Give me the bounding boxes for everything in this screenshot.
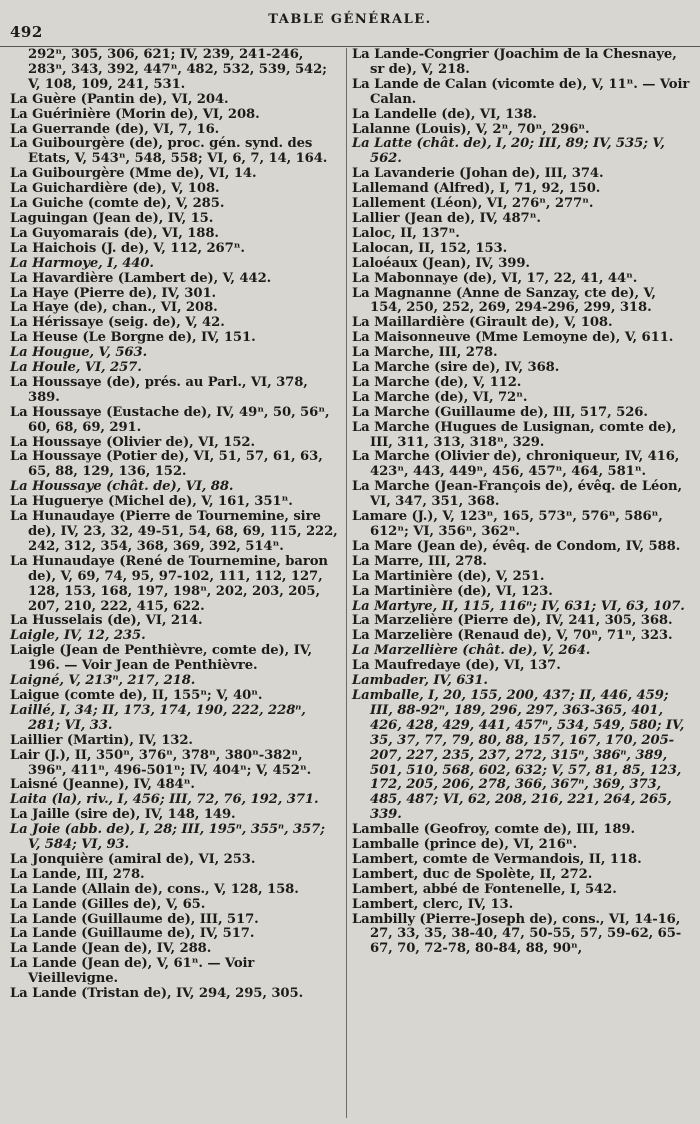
index-entry: La Houssaye (Potier de), VI, 51, 57, 61, 63, 65, 88, 129, 136, 152. bbox=[10, 449, 323, 480]
index-entry: La Marzelière (Pierre de), IV, 241, 305, 368. bbox=[352, 613, 673, 629]
index-entry: La Marche (Olivier de), chroniqueur, IV, 416, 423ⁿ, 443, 449ⁿ, 456, 457ⁿ, 464, 581ⁿ. bbox=[352, 449, 680, 480]
index-entry: Lamballe, I, 20, 155, 200, 437; II, 446, 459; III, 88-92ⁿ, 189, 296, 297, 363-365, 401, 426, 428, 429, 441, 457ⁿ, 534, 549, 580; IV, 35, 37, 77, 79, 80, 88, 157, 167, 170, 205-207, 227, 235, 237, 272, 315ⁿ, 386ⁿ, 389, 501, 510, 568, 602, 632; V, 57, 81, 85, 123, 172, 205, 206, 278, 366, 367ⁿ, 369, 373, 485, 487; VI, 62, 208, 216, 221, 264, 265, 339. bbox=[352, 687, 685, 823]
index-entry: Laisné (Jeanne), IV, 484ⁿ. bbox=[10, 777, 195, 793]
index-entry: La Guibourgère (de), proc. gén. synd. des Etats, V, 543ⁿ, 548, 558; VI, 6, 7, 14, 164. bbox=[10, 136, 328, 167]
right-column bbox=[352, 48, 690, 957]
index-entry: Lambader, IV, 631. bbox=[352, 673, 488, 689]
index-entry: La Landelle (de), VI, 138. bbox=[352, 106, 537, 122]
index-entry: La Marche (Jean-François de), évêq. de Léon, VI, 347, 351, 368. bbox=[352, 479, 682, 510]
index-entry: La Marche (de), VI, 72ⁿ. bbox=[352, 389, 528, 405]
index-entry: Lallier (Jean de), IV, 487ⁿ. bbox=[352, 210, 541, 226]
index-entry: La Guérinière (Morin de), VI, 208. bbox=[10, 106, 260, 122]
index-entry: La Lande de Calan (vicomte de), V, 11ⁿ. — Voir Calan. bbox=[352, 76, 690, 107]
index-entry: La Hunaudaye (Pierre de Tournemine, sire de), IV, 23, 32, 49-51, 54, 68, 69, 115, 222, 242, 312, 354, 368, 369, 392, 514ⁿ. bbox=[10, 509, 338, 554]
index-entry: La Guibourgère (Mme de), VI, 14. bbox=[10, 166, 257, 182]
index-entry: La Marre, III, 278. bbox=[352, 553, 487, 569]
index-entry: La Harmoye, I, 440. bbox=[10, 255, 154, 271]
index-entry: Lalocan, II, 152, 153. bbox=[352, 240, 508, 256]
index-entry: Lambert, clerc, IV, 13. bbox=[352, 896, 514, 912]
index-entry: La Houle, VI, 257. bbox=[10, 360, 142, 376]
index-entry: La Lande-Congrier (Joachim de la Chesnaye, sr de), V, 218. bbox=[352, 47, 677, 77]
index-entry: La Martinière (de), VI, 123. bbox=[352, 583, 553, 599]
column-divider bbox=[346, 48, 347, 1118]
index-entry: Laloéaux (Jean), IV, 399. bbox=[352, 255, 530, 271]
left-column bbox=[10, 48, 340, 1002]
index-entry: La Lande (Gilles de), V, 65. bbox=[10, 896, 206, 912]
index-entry: La Hérissaye (seig. de), V, 42. bbox=[10, 315, 225, 331]
index-entry: Lallement (Léon), VI, 276ⁿ, 277ⁿ. bbox=[352, 196, 594, 212]
index-entry: La Marche (de), V, 112. bbox=[352, 374, 522, 390]
index-entry: La Marzellière (chât. de), V, 264. bbox=[352, 643, 591, 659]
index-entry: La Houssaye (de), prés. au Parl., VI, 378, 389. bbox=[10, 374, 308, 405]
index-entry: La Martinière (de), V, 251. bbox=[352, 568, 545, 584]
index-entry: La Marche, III, 278. bbox=[352, 345, 498, 361]
index-entry: Laita (la), riv., I, 456; III, 72, 76, 192, 371. bbox=[10, 792, 319, 808]
index-entry: La Haichois (J. de), V, 112, 267ⁿ. bbox=[10, 240, 245, 256]
index-entry: La Lavanderie (Johan de), III, 374. bbox=[352, 166, 604, 182]
index-entry: La Hougue, V, 563. bbox=[10, 345, 148, 361]
index-entry: La Haye (de), chan., VI, 208. bbox=[10, 300, 218, 316]
index-entry: La Lande (Jean de), IV, 288. bbox=[10, 941, 212, 957]
index-entry: La Houssaye (chât. de), VI, 88. bbox=[10, 479, 234, 495]
index-entry: Lallemand (Alfred), I, 71, 92, 150. bbox=[352, 181, 601, 197]
index-entry: Laigné, V, 213ⁿ, 217, 218. bbox=[10, 673, 196, 689]
index-entry: Lalanne (Louis), V, 2ⁿ, 70ⁿ, 296ⁿ. bbox=[352, 121, 590, 137]
index-entry: La Marche (Guillaume de), III, 517, 526. bbox=[352, 404, 648, 420]
index-entry: La Husselais (de), VI, 214. bbox=[10, 613, 203, 629]
index-entry: Lambert, duc de Spolète, II, 272. bbox=[352, 866, 593, 882]
index-entry: La Joie (abb. de), I, 28; III, 195ⁿ, 355ⁿ, 357; V, 584; VI, 93. bbox=[10, 822, 325, 853]
index-entry: La Lande, III, 278. bbox=[10, 866, 145, 882]
index-entry: Lambert, comte de Vermandois, II, 118. bbox=[352, 851, 642, 867]
index-entry: La Guiche (comte de), V, 285. bbox=[10, 196, 225, 212]
index-entry: La Mare (Jean de), évêq. de Condom, IV, 588. bbox=[352, 538, 681, 554]
index-entry: La Lande (Guillaume de), IV, 517. bbox=[10, 926, 255, 942]
index-entry: La Maisonneuve (Mme Lemoyne de), V, 611. bbox=[352, 330, 674, 346]
index-entry: Lamare (J.), V, 123ⁿ, 165, 573ⁿ, 576ⁿ, 586ⁿ, 612ⁿ; VI, 356ⁿ, 362ⁿ. bbox=[352, 509, 663, 539]
index-entry: La Heuse (Le Borgne de), IV, 151. bbox=[10, 330, 256, 346]
index-entry: La Havardière (Lambert de), V, 442. bbox=[10, 270, 272, 286]
index-entry: Laigle, IV, 12, 235. bbox=[10, 628, 146, 644]
index-entry: Laigle (Jean de Penthièvre, comte de), IV, 196. — Voir Jean de Penthièvre. bbox=[10, 643, 313, 674]
index-entry: La Jonquière (amiral de), VI, 253. bbox=[10, 851, 256, 867]
index-entry: La Mabonnaye (de), VI, 17, 22, 41, 44ⁿ. bbox=[352, 270, 638, 286]
index-entry: La Houssaye (Eustache de), IV, 49ⁿ, 50, 56ⁿ, 60, 68, 69, 291. bbox=[10, 404, 330, 435]
index-entry: La Lande (Guillaume de), III, 517. bbox=[10, 911, 259, 927]
index-entry: Laillé, I, 34; II, 173, 174, 190, 222, 228ⁿ, 281; VI, 33. bbox=[10, 702, 306, 733]
index-entry: 292ⁿ, 305, 306, 621; IV, 239, 241-246, 283ⁿ, 343, 392, 447ⁿ, 482, 532, 539, 542; V, 108, 109, 241, 531. bbox=[28, 47, 327, 92]
index-entry: Lamballe (Geofroy, comte de), III, 189. bbox=[352, 822, 636, 838]
index-entry: Laloc, II, 137ⁿ. bbox=[352, 225, 460, 241]
index-entry: La Marche (sire de), IV, 368. bbox=[352, 360, 560, 376]
index-entry: La Hunaudaye (René de Tournemine, baron de), V, 69, 74, 95, 97-102, 111, 112, 127, 128, 153, 168, 197, 198ⁿ, 202, 203, 205, 207, 210, 222, 415, 622. bbox=[10, 553, 328, 614]
index-entry: La Maufredaye (de), VI, 137. bbox=[352, 658, 561, 674]
index-entry: Lamballe (prince de), VI, 216ⁿ. bbox=[352, 837, 578, 853]
index-entry: La Lande (Tristan de), IV, 294, 295, 305. bbox=[10, 986, 304, 1002]
index-entry: La Haye (Pierre de), IV, 301. bbox=[10, 285, 217, 301]
index-entry: Lambert, abbé de Fontenelle, I, 542. bbox=[352, 881, 617, 897]
index-entry: La Guichardière (de), V, 108. bbox=[10, 181, 220, 197]
page-header bbox=[0, 12, 700, 47]
page-number: 492 bbox=[10, 23, 43, 41]
index-entry: La Marzelière (Renaud de), V, 70ⁿ, 71ⁿ, 323. bbox=[352, 628, 673, 644]
index-entry: Laguingan (Jean de), IV, 15. bbox=[10, 210, 214, 226]
index-entry: Laigue (comte de), II, 155ⁿ; V, 40ⁿ. bbox=[10, 687, 263, 703]
index-entry: La Guerrande (de), VI, 7, 16. bbox=[10, 121, 220, 137]
page-title: TABLE GÉNÉRALE. bbox=[268, 12, 432, 27]
index-entry: La Guère (Pantin de), VI, 204. bbox=[10, 91, 229, 107]
index-entry: La Jaille (sire de), IV, 148, 149. bbox=[10, 807, 236, 823]
index-entry: Lair (J.), II, 350ⁿ, 376ⁿ, 378ⁿ, 380ⁿ-382ⁿ, 396ⁿ, 411ⁿ, 496-501ⁿ; IV, 404ⁿ; V, 452ⁿ. bbox=[10, 747, 312, 778]
index-entry: Lambilly (Pierre-Joseph de), cons., VI, 14-16, 27, 33, 35, 38-40, 47, 50-55, 57, 59-62, 65-67, 70, 72-78, 80-84, 88, 90ⁿ, bbox=[352, 911, 682, 957]
index-entry: La Latte (chât. de), I, 20; III, 89; IV, 535; V, 562. bbox=[352, 136, 665, 167]
index-entry: La Lande (Jean de), V, 61ⁿ. — Voir Vieillevigne. bbox=[10, 956, 255, 987]
index-entry: La Marche (Hugues de Lusignan, comte de), III, 311, 313, 318ⁿ, 329. bbox=[352, 419, 677, 450]
index-entry: La Guyomarais (de), VI, 188. bbox=[10, 225, 219, 241]
index-entry: Laillier (Martin), IV, 132. bbox=[10, 732, 193, 748]
index-entry: La Lande (Allain de), cons., V, 128, 158. bbox=[10, 881, 299, 897]
index-entry: La Huguerye (Michel de), V, 161, 351ⁿ. bbox=[10, 494, 293, 510]
index-entry: La Houssaye (Olivier de), VI, 152. bbox=[10, 434, 255, 450]
index-entry: La Martyre, II, 115, 116ⁿ; IV, 631; VI, 63, 107. bbox=[352, 598, 685, 614]
index-entry: La Maillardière (Girault de), V, 108. bbox=[352, 315, 613, 331]
index-entry: La Magnanne (Anne de Sanzay, cte de), V, 154, 250, 252, 269, 294-296, 299, 318. bbox=[352, 285, 656, 316]
